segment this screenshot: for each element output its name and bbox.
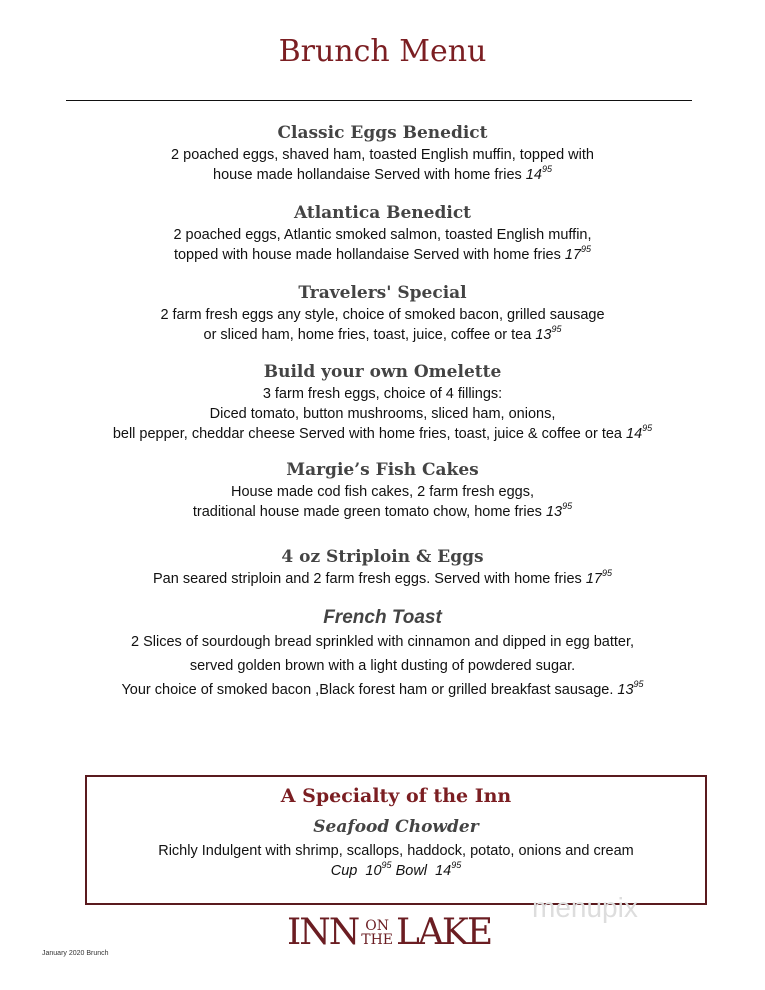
menu-item-description: 3 farm fresh eggs, choice of 4 fillings:: [262, 386, 503, 402]
menu-item-name: French Toast: [323, 607, 442, 628]
menu-item: [0, 121, 765, 185]
menu-item-description: house made hollandaise Served with home fries $14^{95}$: [213, 164, 552, 183]
watermark: menupix: [532, 892, 638, 923]
menu-item-name: Margie’s Fish Cakes: [286, 460, 479, 480]
menu-item-description: served golden brown with a light dusting of powdered sugar.: [189, 658, 576, 674]
menu-item: [0, 281, 765, 345]
menu-item-name: Atlantica Benedict: [293, 203, 472, 223]
specialty-box: [85, 775, 707, 905]
inn-logo: INN ON THE LAKE: [287, 912, 492, 953]
price: $14^{95}$: [626, 423, 653, 442]
menu-item-description: or sliced ham, home fries, toast, juice, coffee or tea $13^{95}$: [203, 324, 562, 343]
menu-item-name: Classic Eggs Benedict: [277, 123, 488, 143]
specialty-heading: A Specialty of the Inn: [280, 785, 512, 807]
price: $17^{95}$: [585, 568, 612, 587]
divider: [66, 100, 692, 101]
price: $14^{95}$: [525, 164, 552, 183]
menu-item-description: Diced tomato, button mushrooms, sliced ham, onions,: [209, 406, 556, 422]
page-title: Brunch Menu: [278, 34, 487, 69]
specialty-description: Richly Indulgent with shrimp, scallops, haddock, potato, onions and cream: [158, 843, 634, 859]
menu-item-name: Travelers' Special: [298, 283, 467, 303]
price: $13^{95}$: [617, 679, 644, 698]
specialty-prices: Cup $10^{95}$ Bowl $14^{95}$: [330, 860, 462, 879]
menu-item-description: traditional house made green tomato chow, home fries $13^{95}$: [192, 501, 573, 520]
footer-note: January 2020 Brunch: [42, 950, 109, 957]
menu-item: [0, 545, 765, 589]
menu-item-description: 2 farm fresh eggs any style, choice of smoked bacon, grilled sausage: [160, 307, 605, 323]
menu-item: [0, 201, 765, 265]
menu-item-name: 4 oz Striploin & Eggs: [281, 547, 484, 567]
price: $17^{95}$: [564, 244, 592, 263]
menu-item-name: Build your own Omelette: [263, 362, 502, 382]
menu-item-description: 2 poached eggs, shaved ham, toasted English muffin, topped with: [171, 147, 594, 163]
menu-item-description: House made cod fish cakes, 2 farm fresh eggs,: [230, 484, 535, 500]
price: $13^{95}$: [535, 324, 562, 343]
specialty-name: Seafood Chowder: [313, 817, 479, 837]
menu-item-description: 2 Slices of sourdough bread sprinkled with cinnamon and dipped in egg batter,: [131, 634, 634, 650]
menu-item: [0, 458, 765, 522]
menu-item-description: 2 poached eggs, Atlantic smoked salmon, toasted English muffin,: [173, 227, 592, 243]
menu-item-description: topped with house made hollandaise Served with home fries $17^{95}$: [173, 244, 592, 263]
menu-item-description: Your choice of smoked bacon ,Black forest ham or grilled breakfast sausage. $13^{95}$: [121, 679, 644, 698]
menu-item: [0, 360, 765, 444]
menu-item-description: Pan seared striploin and 2 farm fresh eggs. Served with home fries $17^{95}$: [153, 568, 612, 587]
menu-item: [0, 606, 765, 702]
menu-item-description: bell pepper, cheddar cheese Served with home fries, toast, juice & coffee or tea $14^{95}$: [112, 423, 653, 442]
price: $13^{95}$: [545, 501, 573, 520]
